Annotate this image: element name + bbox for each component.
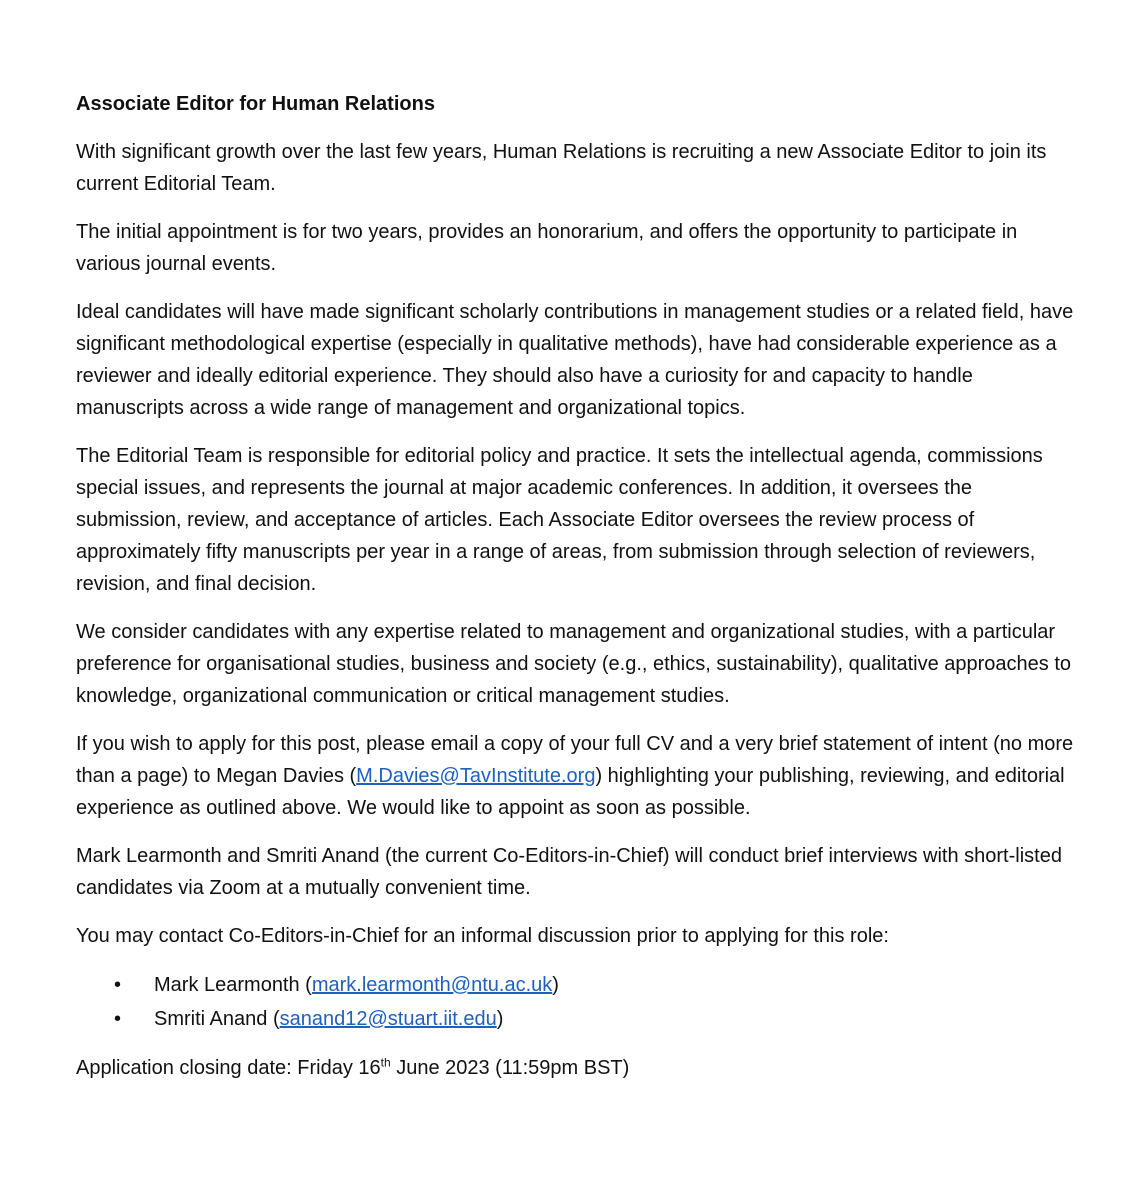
contact-close-paren: ) [496, 1008, 504, 1030]
paragraph-appointment: The initial appointment is for two years, provides an honorarium, and offers the opportunity to participate in various journal events. [76, 221, 1018, 275]
closing-date-ordinal: th [380, 1055, 391, 1070]
contact-item-mark-learmonth [76, 968, 1076, 1002]
smriti-anand-email-link[interactable]: sanand12@stuart.iit.edu [279, 1008, 497, 1030]
paragraph-contact-intro: You may contact Co-Editors-in-Chief for an informal discussion prior to applying for this role: [76, 925, 889, 947]
contact-close-paren: ) [552, 974, 559, 996]
bullet-icon: • [114, 974, 122, 996]
paragraph-recruiting: With significant growth over the last few years, Human Relations is recruiting a new Associate Editor to join its current Editorial Team. [76, 141, 1047, 195]
contact-item-smriti-anand [76, 1002, 1076, 1036]
apply-text-before: If you wish to apply for this post, please email a copy of your full CV and a very brief statement of intent (no more than a page) to Megan Davies ( [76, 733, 1074, 787]
apply-text-after: ) highlighting your publishing, reviewing, and editorial experience as outlined above. We would like to appoint as soon as possible. [76, 765, 1065, 819]
closing-date-prefix: Application closing date: Friday 16 [76, 1057, 381, 1079]
paragraph-closing-date [76, 1052, 1076, 1084]
contact-name: Smriti Anand ( [154, 1008, 280, 1030]
paragraph-interviews: Mark Learmonth and Smriti Anand (the current Co-Editors-in-Chief) will conduct brief interviews with short-listed candidates via Zoom at a mutually convenient time. [76, 845, 1062, 899]
paragraph-editorial-team: The Editorial Team is responsible for editorial policy and practice. It sets the intellectual agenda, commissions special issues, and represents the journal at major academic conferences. In addition, it oversees the submission, review, and acceptance of articles. Each Associate Editor oversees the review process of approximately fifty manuscripts per year in a range of areas, from submission through selection of reviewers, revision, and final decision. [76, 445, 1043, 595]
contact-name: Mark Learmonth ( [154, 974, 312, 996]
document-page [76, 88, 1076, 1100]
bullet-icon: • [114, 1008, 122, 1030]
paragraph-how-to-apply [76, 728, 1076, 824]
paragraph-expertise: We consider candidates with any expertise related to management and organizational studies, with a particular preference for organisational studies, business and society (e.g., ethics, sustainability), qualitative approaches to knowledge, organizational communication or critical management studies. [76, 621, 1071, 707]
document-title: Associate Editor for Human Relations [76, 93, 435, 115]
megan-davies-email-link[interactable]: M.Davies@TavInstitute.org [356, 765, 596, 787]
paragraph-ideal-candidates: Ideal candidates will have made significant scholarly contributions in management studies or a related field, have significant methodological expertise (especially in qualitative methods), have had considerable experience as a reviewer and ideally editorial experience. They should also have a curiosity for and capacity to handle manuscripts across a wide range of management and organizational topics. [76, 301, 1074, 419]
mark-learmonth-email-link[interactable]: mark.learmonth@ntu.ac.uk [311, 974, 553, 996]
contacts-list [76, 968, 1076, 1036]
closing-date-suffix: June 2023 (11:59pm BST) [390, 1057, 630, 1079]
